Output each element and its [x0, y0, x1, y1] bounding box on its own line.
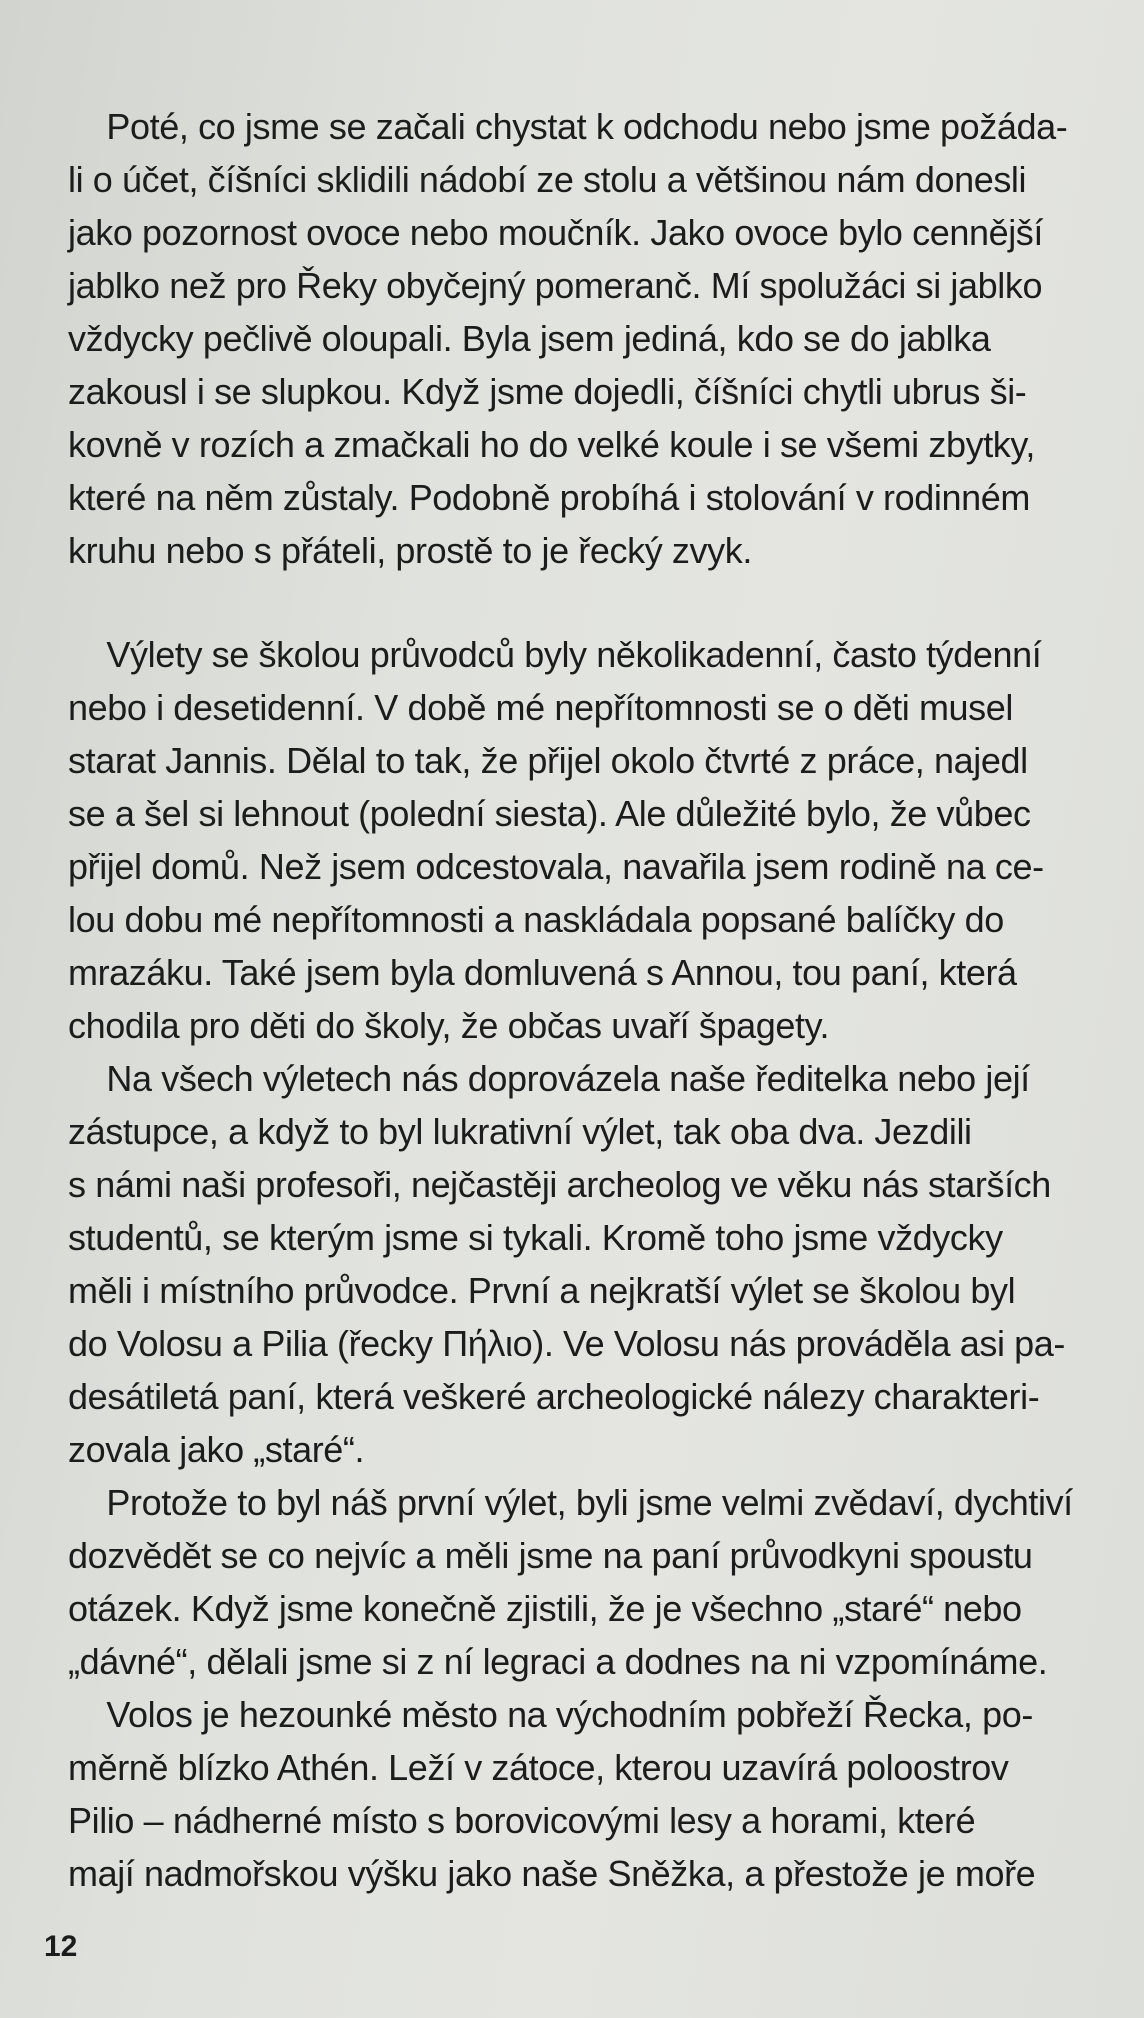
text-line: zástupce, a když to byl lukrativní výlet, tak oba dva. Jezdili	[68, 1111, 972, 1152]
text-line: zakousl i se slupkou. Když jsme dojedli, číšníci chytli ubrus ši-	[68, 371, 1027, 412]
text-line: jako pozornost ovoce nebo moučník. Jako ovoce bylo cennější	[68, 212, 1043, 253]
text-line: Pilio – nádherné místo s borovicovými lesy a horami, které	[68, 1800, 976, 1841]
text-line: s námi naši profesoři, nejčastěji archeolog ve věku nás starších	[68, 1164, 1051, 1205]
text-line: „dávné“, dělali jsme si z ní legraci a dodnes na ni vzpomínáme.	[68, 1641, 1048, 1682]
paragraph-restaurant	[68, 100, 1100, 577]
text-line: zovala jako „staré“.	[68, 1429, 365, 1470]
text-line: které na něm zůstaly. Podobně probíhá i stolování v rodinném	[68, 477, 1030, 518]
text-line: měli i místního průvodce. První a nejkratší výlet se školou byl	[68, 1270, 1016, 1311]
text-line: chodila pro děti do školy, že občas uvaří špagety.	[68, 1005, 830, 1046]
text-line: Poté, co jsme se začali chystat k odchodu nebo jsme požáda-	[68, 106, 1068, 147]
text-line: mají nadmořskou výšku jako naše Sněžka, a přestože je moře	[68, 1853, 1036, 1894]
text-line: desátiletá paní, která veškeré archeologické nálezy charakteri-	[68, 1376, 1040, 1417]
text-line: nebo i desetidenní. V době mé nepřítomnosti se o děti musel	[68, 687, 1013, 728]
text-line: studentů, se kterým jsme si tykali. Kromě toho jsme vždycky	[68, 1217, 1003, 1258]
text-line: jablko než pro Řeky obyčejný pomeranč. Mí spolužáci si jablko	[68, 265, 1043, 306]
text-line: mrazáku. Také jsem byla domluvená s Annou, tou paní, která	[68, 952, 1017, 993]
text-line: dozvědět se co nejvíc a měli jsme na paní průvodkyni spoustu	[68, 1535, 1033, 1576]
text-line: Protože to byl náš první výlet, byli jsme velmi zvědaví, dychtiví	[68, 1482, 1073, 1523]
text-line: starat Jannis. Dělal to tak, že přijel okolo čtvrté z práce, najedl	[68, 740, 1028, 781]
text-line: vždycky pečlivě oloupali. Byla jsem jediná, kdo se do jablka	[68, 318, 991, 359]
text-line: Výlety se školou průvodců byly několikadenní, často týdenní	[68, 634, 1042, 675]
paragraph-trips	[68, 628, 1100, 1900]
text-line: Volos je hezounké město na východním pobřeží Řecka, po-	[68, 1694, 1033, 1735]
page-number: 12	[44, 1930, 78, 1963]
text-line: Na všech výletech nás doprovázela naše ředitelka nebo její	[68, 1058, 1030, 1099]
text-line: přijel domů. Než jsem odcestovala, navařila jsem rodině na ce-	[68, 846, 1044, 887]
text-line: kruhu nebo s přáteli, prostě to je řecký zvyk.	[68, 530, 752, 571]
text-line: se a šel si lehnout (polední siesta). Ale důležité bylo, že vůbec	[68, 793, 1031, 834]
text-line: otázek. Když jsme konečně zjistili, že je všechno „staré“ nebo	[68, 1588, 1022, 1629]
text-line: kovně v rozích a zmačkali ho do velké koule i se všemi zbytky,	[68, 424, 1035, 465]
text-line: do Volosu a Pilia (řecky Πήλιο). Ve Volosu nás prováděla asi pa-	[68, 1323, 1065, 1364]
text-line: měrně blízko Athén. Leží v zátoce, kterou uzavírá poloostrov	[68, 1747, 1009, 1788]
text-line: lou dobu mé nepřítomnosti a naskládala popsané balíčky do	[68, 899, 1004, 940]
text-line: li o účet, číšníci sklidili nádobí ze stolu a většinou nám donesli	[68, 159, 1027, 200]
